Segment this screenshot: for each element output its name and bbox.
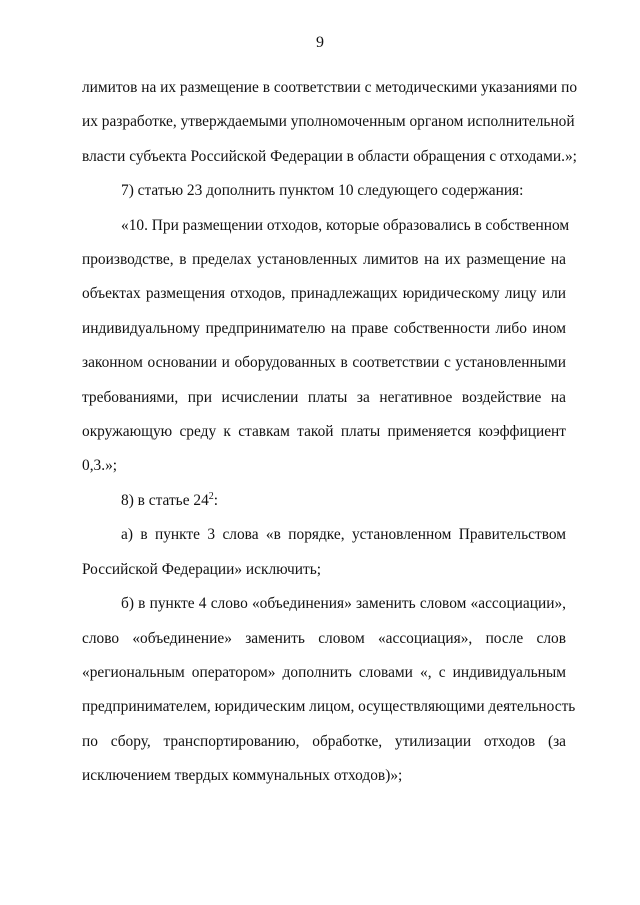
paragraph-subitem-a <box>82 518 566 587</box>
text-line: 0,3.»; <box>82 457 118 475</box>
text-line: требованиями, при исчислении платы за негативное воздействие на <box>82 388 566 406</box>
text-line: б) в пункте 4 слово «объединения» заменить словом «ассоциации», <box>121 595 566 613</box>
text-line: их разработке, утверждаемыми уполномоченным органом исполнительной <box>82 113 575 131</box>
page-number: 9 <box>316 34 324 51</box>
text-line: по сбору, транспортированию, обработке, утилизации отходов (за <box>82 732 566 750</box>
text-line: исключением твердых коммунальных отходов)»; <box>82 767 403 785</box>
text-line: Российской Федерации» исключить; <box>82 560 322 578</box>
text-line: окружающую среду к ставкам такой платы применяется коэффициент <box>82 423 566 441</box>
text-line: лимитов на их размещение в соответствии с методическими указаниями по <box>82 79 578 96</box>
text-line: объектах размещения отходов, принадлежащих юридическому лицу или <box>82 285 566 303</box>
text-line: 7) статью 23 дополнить пунктом 10 следующего содержания: <box>121 182 524 200</box>
text-line: слово «объединение» заменить словом «ассоциация», после слов <box>82 629 566 647</box>
text-line: власти субъекта Российской Федерации в области обращения с отходами.»; <box>82 147 577 165</box>
paragraph-continuation <box>82 71 578 174</box>
text-line: производстве, в пределах установленных лимитов на их размещение на <box>82 251 566 269</box>
text-line <box>82 484 566 518</box>
text-line: индивидуальному предпринимателю на праве собственности либо ином <box>82 319 566 337</box>
text-line: законном основании и оборудованных в соответствии с установленными <box>82 354 566 372</box>
paragraph-item-8 <box>82 484 566 518</box>
text-line: «10. При размещении отходов, которые образовались в собственном <box>121 216 570 234</box>
text-line: а) в пункте 3 слова «в порядке, установленном Правительством <box>121 526 566 544</box>
paragraph-subitem-b <box>82 587 576 793</box>
article-superscript: 2 <box>208 490 214 502</box>
paragraph-point-10 <box>82 209 570 484</box>
article-ref-suffix: : <box>213 491 219 509</box>
text-line: предпринимателем, юридическим лицом, осуществляющими деятельность <box>82 698 576 716</box>
text-line: «региональным оператором» дополнить словами «, с индивидуальным <box>82 663 566 681</box>
article-ref-text: 8) в статье 24 <box>121 491 209 509</box>
paragraph-item-7 <box>82 174 566 208</box>
document-body <box>82 71 578 794</box>
